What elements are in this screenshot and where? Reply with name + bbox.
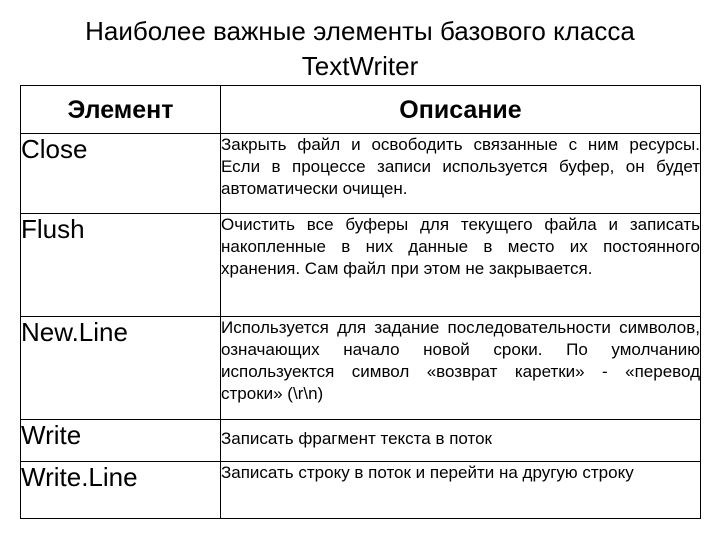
element-name: Write.Line — [21, 462, 221, 519]
table-row — [21, 317, 701, 420]
element-description: Закрыть файл и освободить связанные с ним ресурсы. Если в процессе записи используется буфер, он будет автоматически очищен. — [221, 134, 701, 214]
slide-title-line-1: Наиболее важные элементы базового класса — [85, 16, 635, 46]
element-name: Flush — [21, 214, 221, 317]
element-description: Очистить все буферы для текущего файла и записать накопленные в них данные в место их постоянного хранения. Сам файл при этом не закрывается. — [221, 214, 701, 317]
slide-title-line-2: TextWriter — [301, 51, 419, 81]
table-header-row — [21, 86, 701, 134]
table-row — [21, 462, 701, 519]
slide-title — [0, 14, 720, 84]
table-row — [21, 214, 701, 317]
element-description: Записать фрагмент текста в поток — [221, 420, 701, 462]
column-header-description: Описание — [221, 86, 701, 134]
element-description: Используется для задание последовательности символов, означающих начало новой сроки. По умолчанию используектся символ «возврат каретки» - «перевод строки» (\r\n) — [221, 317, 701, 420]
table-row — [21, 134, 701, 214]
table-row — [21, 420, 701, 462]
element-description: Записать строку в поток и перейти на другую строку — [221, 462, 701, 519]
element-name: Write — [21, 420, 221, 462]
element-name: Close — [21, 134, 221, 214]
element-name: New.Line — [21, 317, 221, 420]
elements-table — [20, 85, 701, 519]
column-header-element: Элемент — [21, 86, 221, 134]
